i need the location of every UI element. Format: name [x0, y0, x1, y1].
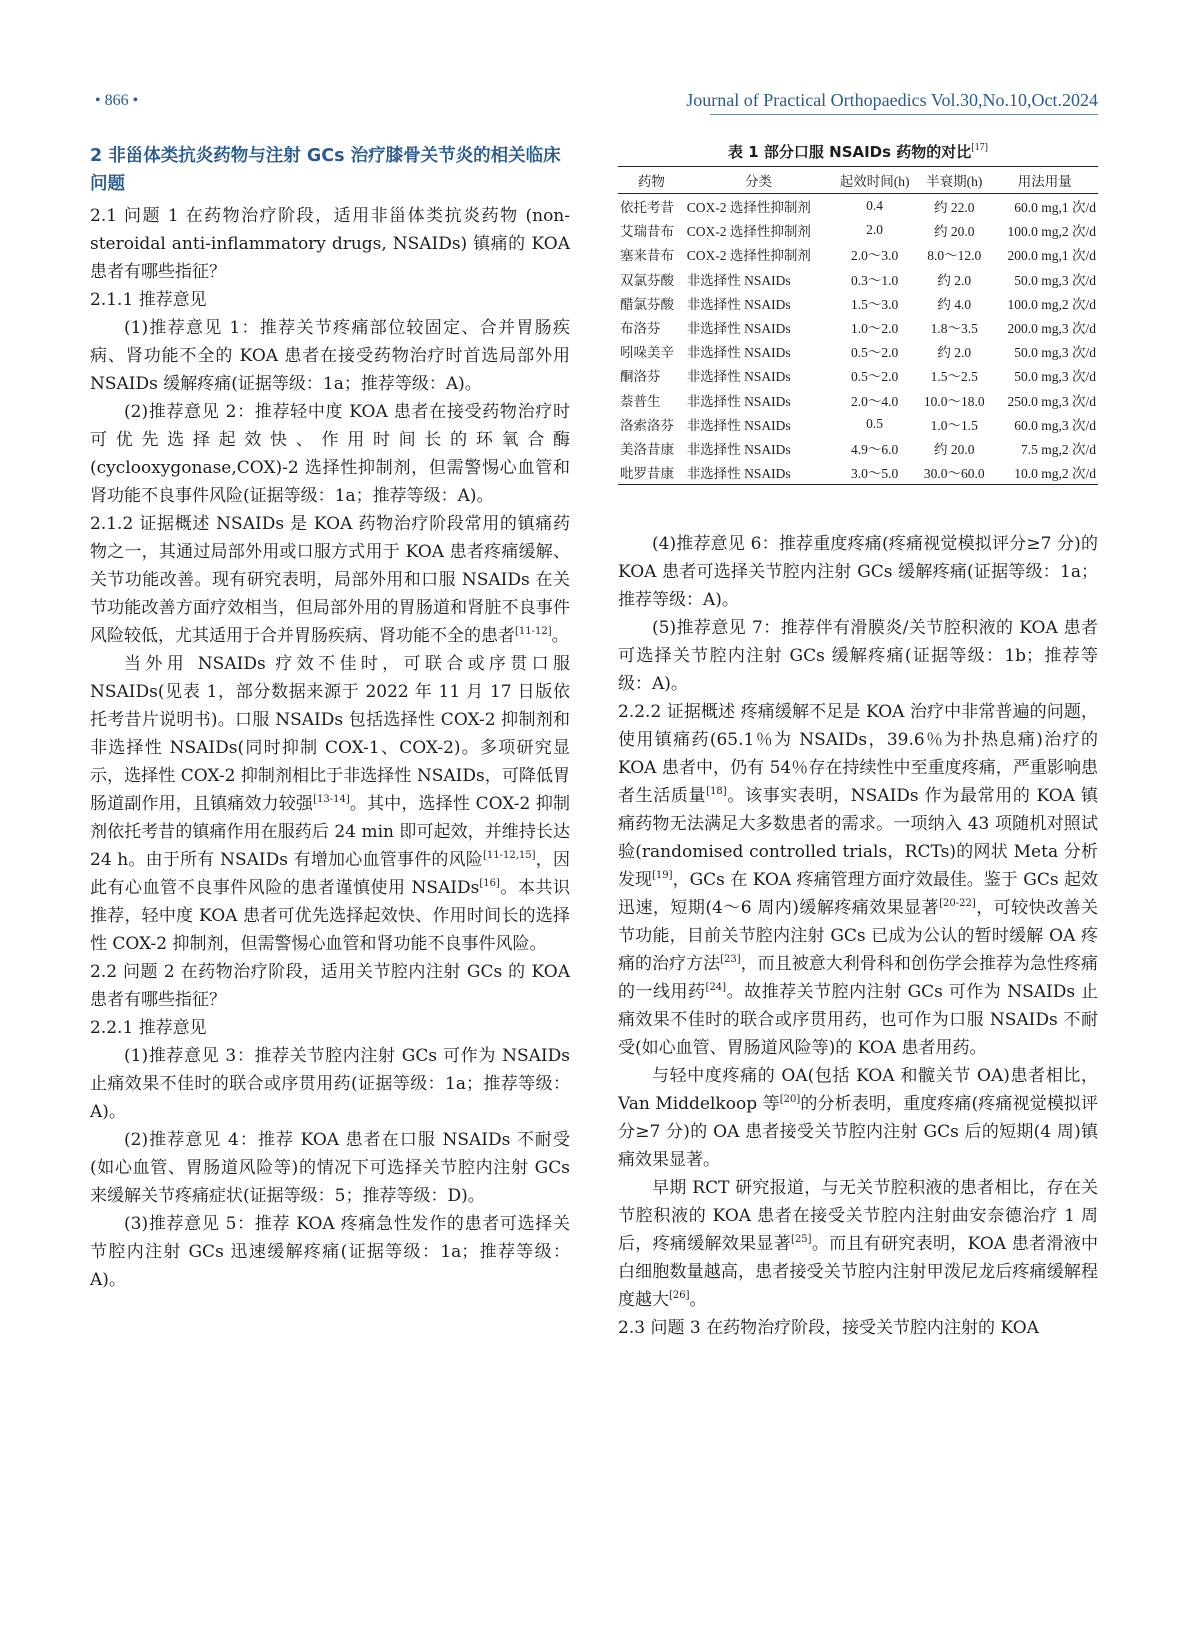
recommendation-1: (1)推荐意见 1：推荐关节疼痛部位较固定、合并胃肠疾病、肾功能不全的 KOA 患者在接受药物治疗时首选局部外用 NSAIDs 缓解疼痛(证据等级：1a；推荐等级：A)。 [90, 318, 570, 394]
recommendation-4: (2)推荐意见 4：推荐 KOA 患者在口服 NSAIDs 不耐受(如心血管、胃肠道风险等)的情况下可选择关节腔内注射 GCs 来缓解关节疼痛症状(证据等级：5；推荐等级：D)。 [90, 1130, 570, 1206]
table-cell: 2.0 [866, 222, 884, 238]
table-cell: 60.0 mg,3 次/d [1014, 417, 1096, 433]
table-cell: 10.0 mg,2 次/d [1014, 466, 1096, 482]
col-drug: 药物 [637, 174, 665, 189]
table-cell: 约 20.0 [934, 441, 975, 457]
table-cell: 非选择性 NSAIDs [686, 296, 791, 312]
recommendation-3: (1)推荐意见 3：推荐关节腔内注射 GCs 可作为 NSAIDs 止痛效果不佳时的联合或序贯用药(证据等级：1a；推荐等级：A)。 [90, 1046, 570, 1122]
paragraph-early-rct: 早期 RCT 研究报道，与无关节腔积液的患者相比，存在关节腔积液的 KOA 患者在接受关节腔内注射曲安奈德治疗 1 周后，疼痛缓解效果显著[25]。而且有研究表明，KOA 患者滑液中白细胞数量越高，患者接受关节腔内注射甲泼尼龙后疼痛缓解程度越大[26]。 [618, 1178, 1098, 1310]
header-rule [710, 114, 1098, 115]
table-cell: 吲哚美辛 [620, 345, 674, 361]
table-cell: 非选择性 NSAIDs [686, 441, 791, 457]
table-cell: 非选择性 NSAIDs [686, 466, 791, 482]
col-halflife: 半衰期(h) [926, 174, 983, 189]
table-cell: 萘普生 [620, 393, 661, 409]
table-cell: 非选择性 NSAIDs [686, 345, 791, 361]
citation: [20] [779, 1094, 801, 1105]
table-cell: 0.4 [866, 198, 884, 214]
table-cell: 0.5 [866, 415, 884, 431]
table-cell: 美洛昔康 [620, 441, 674, 457]
table-cell: 塞来昔布 [620, 248, 674, 264]
table-row [618, 363, 1098, 387]
recommendation-7: (5)推荐意见 7：推荐伴有滑膜炎/关节腔积液的 KOA 患者可选择关节腔内注射 GCs 缓解疼痛(证据等级：1b；推荐等级：A)。 [618, 618, 1098, 694]
citation: [26] [669, 1290, 690, 1301]
right-column [618, 530, 1098, 1342]
citation: [20-22] [939, 898, 976, 909]
table-cell: 1.0～1.5 [930, 417, 978, 433]
table-cell: 250.0 mg,3 次/d [1007, 393, 1096, 409]
table-cell: 0.3～1.0 [850, 272, 899, 288]
table-cell: COX-2 选择性抑制剂 [686, 200, 811, 216]
table-cell: 洛索洛芬 [620, 417, 674, 433]
table-row [618, 194, 1098, 219]
table-row [618, 436, 1098, 460]
table-cell: 1.5～2.5 [930, 369, 978, 385]
subsection-2-2-1: 2.2.1 推荐意见 [90, 1018, 207, 1038]
table-caption: 表 1 部分口服 NSAIDs 药物的对比[17] [728, 142, 988, 161]
table-cell: 50.0 mg,3 次/d [1014, 345, 1096, 361]
table-row [618, 339, 1098, 363]
table-row [618, 267, 1098, 291]
table-cell: 3.0～5.0 [850, 466, 899, 482]
table-row [618, 460, 1098, 485]
question-1: 2.1 问题 1 在药物治疗阶段，适用非甾体类抗炎药物 (non-steroidal anti-inflammatory drugs, NSAIDs) 镇痛的 KOA 患者有哪些指征？ [90, 206, 570, 282]
table-header-row [618, 167, 1098, 194]
citation: [19] [652, 870, 673, 881]
table-row [618, 412, 1098, 436]
table-cell: 200.0 mg,1 次/d [1007, 248, 1096, 264]
table-cell: 100.0 mg,2 次/d [1007, 296, 1096, 312]
table-cell: 50.0 mg,3 次/d [1014, 369, 1096, 385]
left-column [90, 142, 570, 1294]
paragraph-severe-pain: 与轻中度疼痛的 OA(包括 KOA 和髋关节 OA)患者相比，Van Middelkoop 等[20]的分析表明，重度疼痛(疼痛视觉模拟评分≥7 分)的 OA 患者接受关节腔内注射 GCs 后的短期(4 周)镇痛效果显著。 [618, 1066, 1098, 1170]
table-cell: 双氯芬酸 [620, 272, 674, 288]
table-row [618, 291, 1098, 315]
question-3: 2.3 问题 3 在药物治疗阶段，接受关节腔内注射的 KOA [618, 1318, 1039, 1338]
table-cell: 约 2.0 [937, 272, 972, 288]
journal-title: Journal of Practical Orthopaedics Vol.30,No.10,Oct.2024 [686, 90, 1098, 110]
table-1 [618, 142, 1098, 485]
table-row [618, 218, 1098, 242]
table-cell: COX-2 选择性抑制剂 [686, 224, 811, 240]
table-cell: COX-2 选择性抑制剂 [686, 248, 811, 264]
subsection-2-1-1: 2.1.1 推荐意见 [90, 290, 207, 310]
table-row [618, 315, 1098, 339]
citation: [18] [706, 786, 727, 797]
col-dosage: 用法用量 [1017, 174, 1072, 189]
citation: [24] [705, 982, 727, 993]
table-cell: 非选择性 NSAIDs [686, 272, 791, 288]
table-cell: 10.0～18.0 [923, 393, 985, 409]
table-cell: 1.0～2.0 [850, 321, 899, 337]
citation: [16] [479, 878, 500, 889]
page-number: • 866 • [95, 92, 139, 109]
recommendation-6: (4)推荐意见 6：推荐重度疼痛(疼痛视觉模拟评分≥7 分)的 KOA 患者可选择关节腔内注射 GCs 缓解疼痛(证据等级：1a；推荐等级：A)。 [618, 534, 1098, 610]
table-cell: 7.5 mg,2 次/d [1020, 441, 1096, 457]
table-cell: 艾瑞昔布 [620, 224, 674, 240]
recommendation-5: (3)推荐意见 5：推荐 KOA 疼痛急性发作的患者可选择关节腔内注射 GCs 迅速缓解疼痛(证据等级：1a；推荐等级：A)。 [90, 1214, 570, 1290]
col-onset: 起效时间(h) [839, 174, 910, 189]
table-cell: 酮洛芬 [620, 369, 661, 385]
table-cell: 8.0～12.0 [927, 248, 982, 264]
table-cell: 吡罗昔康 [620, 466, 674, 482]
table-cell: 1.8～3.5 [930, 321, 978, 337]
table-cell: 200.0 mg,3 次/d [1007, 321, 1096, 337]
evidence-2-1-2: 2.1.2 证据概述 NSAIDs 是 KOA 药物治疗阶段常用的镇痛药物之一，其通过局部外用或口服方式用于 KOA 患者疼痛缓解、关节功能改善。现有研究表明，局部外用和口服 NSAIDs 在关节功能改善方面疗效相当，但局部外用的胃肠道和肾脏不良事件风险较低，尤其适用于合并胃肠疾病、肾功能不全的患者[11-12]。 [90, 514, 570, 646]
table-cell: 非选择性 NSAIDs [686, 369, 791, 385]
citation: [11-12,15] [483, 850, 536, 861]
table-cell: 约 4.0 [937, 296, 972, 312]
table-cell: 4.9～6.0 [850, 441, 899, 457]
table-cell: 约 22.0 [934, 200, 975, 216]
table-row [618, 388, 1098, 412]
table-cell: 0.5～2.0 [850, 369, 899, 385]
table-cell: 约 2.0 [937, 345, 972, 361]
col-class: 分类 [744, 174, 772, 189]
table-row [618, 242, 1098, 266]
page-header [90, 86, 1098, 114]
citation: [13-14] [313, 794, 350, 805]
citation: [25] [791, 1234, 812, 1245]
table-cell: 非选择性 NSAIDs [686, 417, 791, 433]
table-cell: 2.0～4.0 [850, 393, 899, 409]
evidence-2-2-2: 2.2.2 证据概述 疼痛缓解不足是 KOA 治疗中非常普遍的问题，使用镇痛药(65.1％为 NSAIDs，39.6％为扑热息痛)治疗的 KOA 患者中，仍有 54％存在持续性中至重度疼痛，严重影响患者生活质量[18]。该事实表明，NSAIDs 作为最常用的 KOA 镇痛药物无法满足大多数患者的需求。一项纳入 43 项随机对照试验(randomised controlled trials，RCTs)的网状 Meta 分析发现[19]，GCs 在 KOA 疼痛管理方面疗效最佳。鉴于 GCs 起效迅速，短期(4～6 周内)缓解疼痛效果显著[20-22]，可较快改善关节功能，目前关节腔内注射 GCs 已成为公认的暂时缓解 OA 疼痛的治疗方法[23]，而且被意大利骨科和创伤学会推荐为急性疼痛的一线用药[24]。故推荐关节腔内注射 GCs 可作为 NSAIDs 止痛效果不佳时的联合或序贯用药，也可作为口服 NSAIDs 不耐受(如心血管、胃肠道风险等)的 KOA 患者用药。 [618, 702, 1099, 1058]
table-cell: 依托考昔 [620, 200, 674, 216]
table-cell: 0.5～2.0 [850, 345, 899, 361]
recommendation-2: (2)推荐意见 2：推荐轻中度 KOA 患者在接受药物治疗时可优先选择起效快、作用时间长的环氧合酶 (cyclooxygonase,COX)-2 选择性抑制剂，但需警惕心血管和肾功能不良事件风险(证据等级：1a；推荐等级：A)。 [90, 402, 570, 506]
section-title: 2 非甾体类抗炎药物与注射 GCs 治疗膝骨关节炎的相关临床问题 [90, 146, 561, 194]
table-cell: 布洛芬 [620, 321, 661, 337]
table-cell: 约 20.0 [934, 224, 975, 240]
question-2: 2.2 问题 2 在药物治疗阶段，适用关节腔内注射 GCs 的 KOA 患者有哪些指征？ [90, 962, 570, 1010]
table-cell: 醋氯芬酸 [620, 296, 674, 312]
citation: [11-12] [515, 626, 552, 637]
table-cell: 100.0 mg,2 次/d [1007, 224, 1096, 240]
table-cell: 2.0～3.0 [850, 248, 899, 264]
table-cell: 30.0～60.0 [923, 466, 985, 482]
citation: [23] [720, 954, 741, 965]
table-cell: 50.0 mg,3 次/d [1014, 272, 1096, 288]
nsaids-table [618, 166, 1098, 485]
evidence-2-1-2-cont: 当外用 NSAIDs 疗效不佳时，可联合或序贯口服 NSAIDs(见表 1，部分数据来源于 2022 年 11 月 17 日版依托考昔片说明书)。口服 NSAIDs 包括选择性 COX-2 抑制剂和非选择性 NSAIDs(同时抑制 COX-1、COX-2)。多项研究显示，选择性 COX-2 抑制剂相比于非选择性 NSAIDs，可降低胃肠道副作用，且镇痛效力较强[13-14]。其中，选择性 COX-2 抑制剂依托考昔的镇痛作用在服药后 24 min 即可起效，并维持长达 24 h。由于所有 NSAIDs 有增加心血管事件的风险[11-12,15]，因此有心血管不良事件风险的患者谨慎使用 NSAIDs[16]。本共识推荐，轻中度 KOA 患者可优先选择起效快、作用时间长的选择性 COX-2 抑制剂，但需警惕心血管和肾功能不良事件风险。 [90, 654, 571, 954]
table-cell: 60.0 mg,1 次/d [1014, 200, 1096, 216]
table-cell: 1.5～3.0 [850, 296, 899, 312]
table-cell: 非选择性 NSAIDs [686, 393, 791, 409]
table-cell: 非选择性 NSAIDs [686, 321, 791, 337]
